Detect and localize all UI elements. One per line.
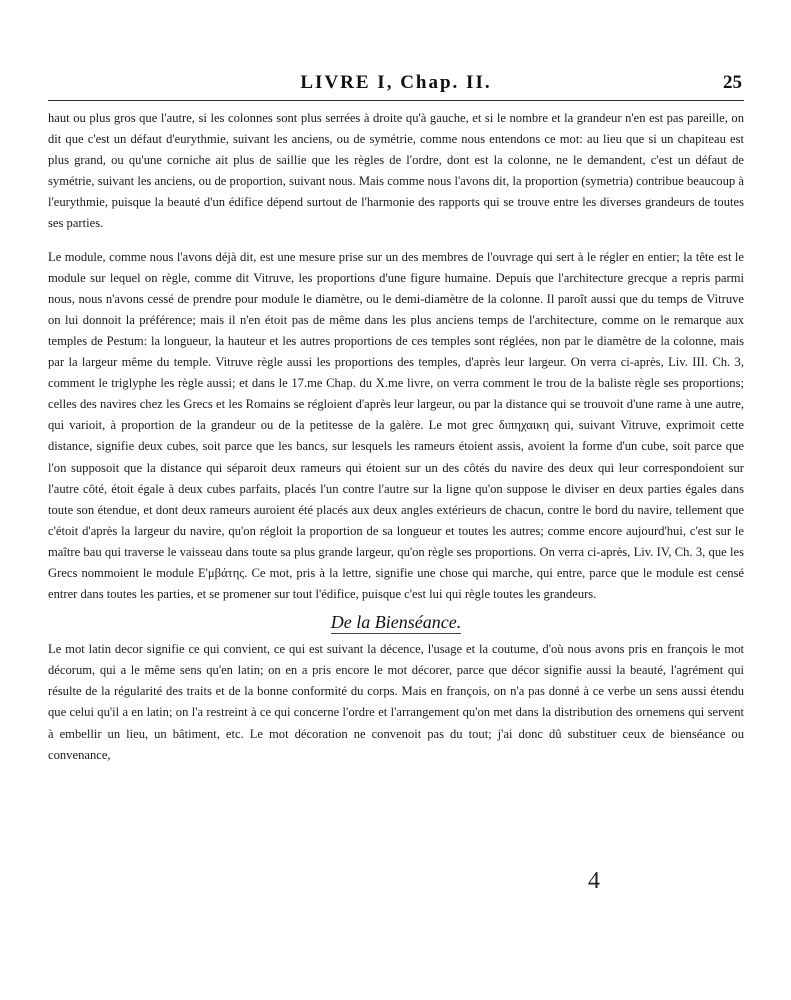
paragraph-bienseance: Le mot latin decor signifie ce qui convient, ce qui est suivant la décence, l'usage et la coutume, d'où nous avons pris en françois le mot décorum, qui a le même sens qu'en latin; on en a pris encore le mot décorer, parce que décor signifie aussi la beauté, l'agrément qui résulte de la régularité des traits et de la bonne conformité du corps. Mais en françois, on n'a pas donné à ce verbe un sens aussi étendu que celui qu'il a en latin; on l'a restreint à ce qui concerne l'ordre et l'arrangement qu'on met dans la distribution des ornemens qui servent à embellir un lieu, un bâtiment, etc. Le mot décoration ne convenoit pas du tout; j'ai donc dû substituer ceux de bienséance ou convenance, [48, 642, 744, 762]
body-text [48, 108, 744, 766]
running-head [50, 72, 742, 98]
signature-mark: 4 [588, 868, 600, 894]
paragraph-module: Le module, comme nous l'avons déjà dit, est une mesure prise sur un des membres de l'ouvrage qui sert à le régler en entier; la tête est le module sur lequel on règle, comme dit Vitruve, les proportions d'une figure humaine. Depuis que l'architecture grecque a repris parmi nous, nous n'avons cessé de prendre pour module le diamètre, ou le demi-diamètre de la colonne. Il paroît aussi que du temps de Vitruve on lui donnoit la préférence; mais il n'en étoit pas de même dans les plus anciens temps de l'architecture, comme on le remarque aux temples de Pestum: la longueur, la hauteur et les autres proportions de ces temples sont réglées, non par le diamètre de la colonne, mais par la largeur même du temple. Vitruve règle aussi les proportions des temples, d'après leur largeur. On verra ci-après, Liv. III. Ch. 3, comment le triglyphe les règle aussi; et dans le 17.me Chap. du X.me livre, on verra comment le trou de la baliste règle ses proportions; celles des navires chez les Grecs et les Romains se régloient d'après leur largeur, ou par la distance qui se trouvoit d'une rame à une autre, qui varioit, à proportion de la grandeur ou de la petitesse de la galère. Le mot grec διπηχαικη qui, suivant Vitruve, exprimoit cette distance, signifie deux cubes, soit parce que les bancs, sur lesquels les rameurs étoient assis, avoient la forme d'un cube, soit parce que l'on supposoit que la distance qui séparoit deux rameurs qui étoient sur un des côtés du navire des deux qui leur correspondoient sur l'autre côté, étoit égale à deux cubes parfaits, placés l'un contre l'autre sur la ligne qu'on suppose le diviser en deux parties égales dans toute son étendue, et dont deux rameurs auroient été placés aux deux angles extérieurs de chacun, contre le bord du navire, tellement que c'étoit d'après la largeur du navire, qu'on régloit la proportion de sa longueur et toutes les autres; comme encore aujourd'hui, c'est sur le maître bau qui traverse le vaisseau dans toute sa plus grande largeur, qu'on règle ses proportions. On verra ci-après, Liv. IV, Ch. 3, que les Grecs nommoient le module Ε'μβάτης. Ce mot, pris à la lettre, signifie une chose qui marche, qui entre, parce que le module est censé entrer dans toutes les parties, et se promener sur tout l'édifice, puisque c'est lui qui règle toutes les grandeurs. [48, 249, 744, 602]
section-heading-text: De la Bienséance. [330, 612, 462, 633]
page-number: 25 [723, 72, 742, 93]
section-heading [48, 609, 744, 635]
running-title: LIVRE I, Chap. II. [300, 72, 492, 93]
header-rule [48, 100, 744, 101]
paragraph-eurythmie: haut ou plus gros que l'autre, si les colonnes sont plus serrées à droite qu'à gauche, et si le nombre et la grandeur n'en est pas pareille, on dit que c'est un défaut d'eurythmie, suivant les anciens, ou de symétrie, comme nous entendons ce mot: au lieu que si un chapiteau est plus grand, ou qu'une corniche ait plus de saillie que les règles de l'ordre, dont est la colonne, ne le demandent, c'est un défaut de symétrie, suivant les anciens, ou de proportion, suivant nous. Mais comme nous l'avons dit, la proportion (symetria) contribue beaucoup à l'eurythmie, puisque la beauté d'un édifice dépend surtout de l'harmonie des rapports qui se trouve entre les diverses grandeurs de toutes ses parties. [48, 111, 744, 231]
